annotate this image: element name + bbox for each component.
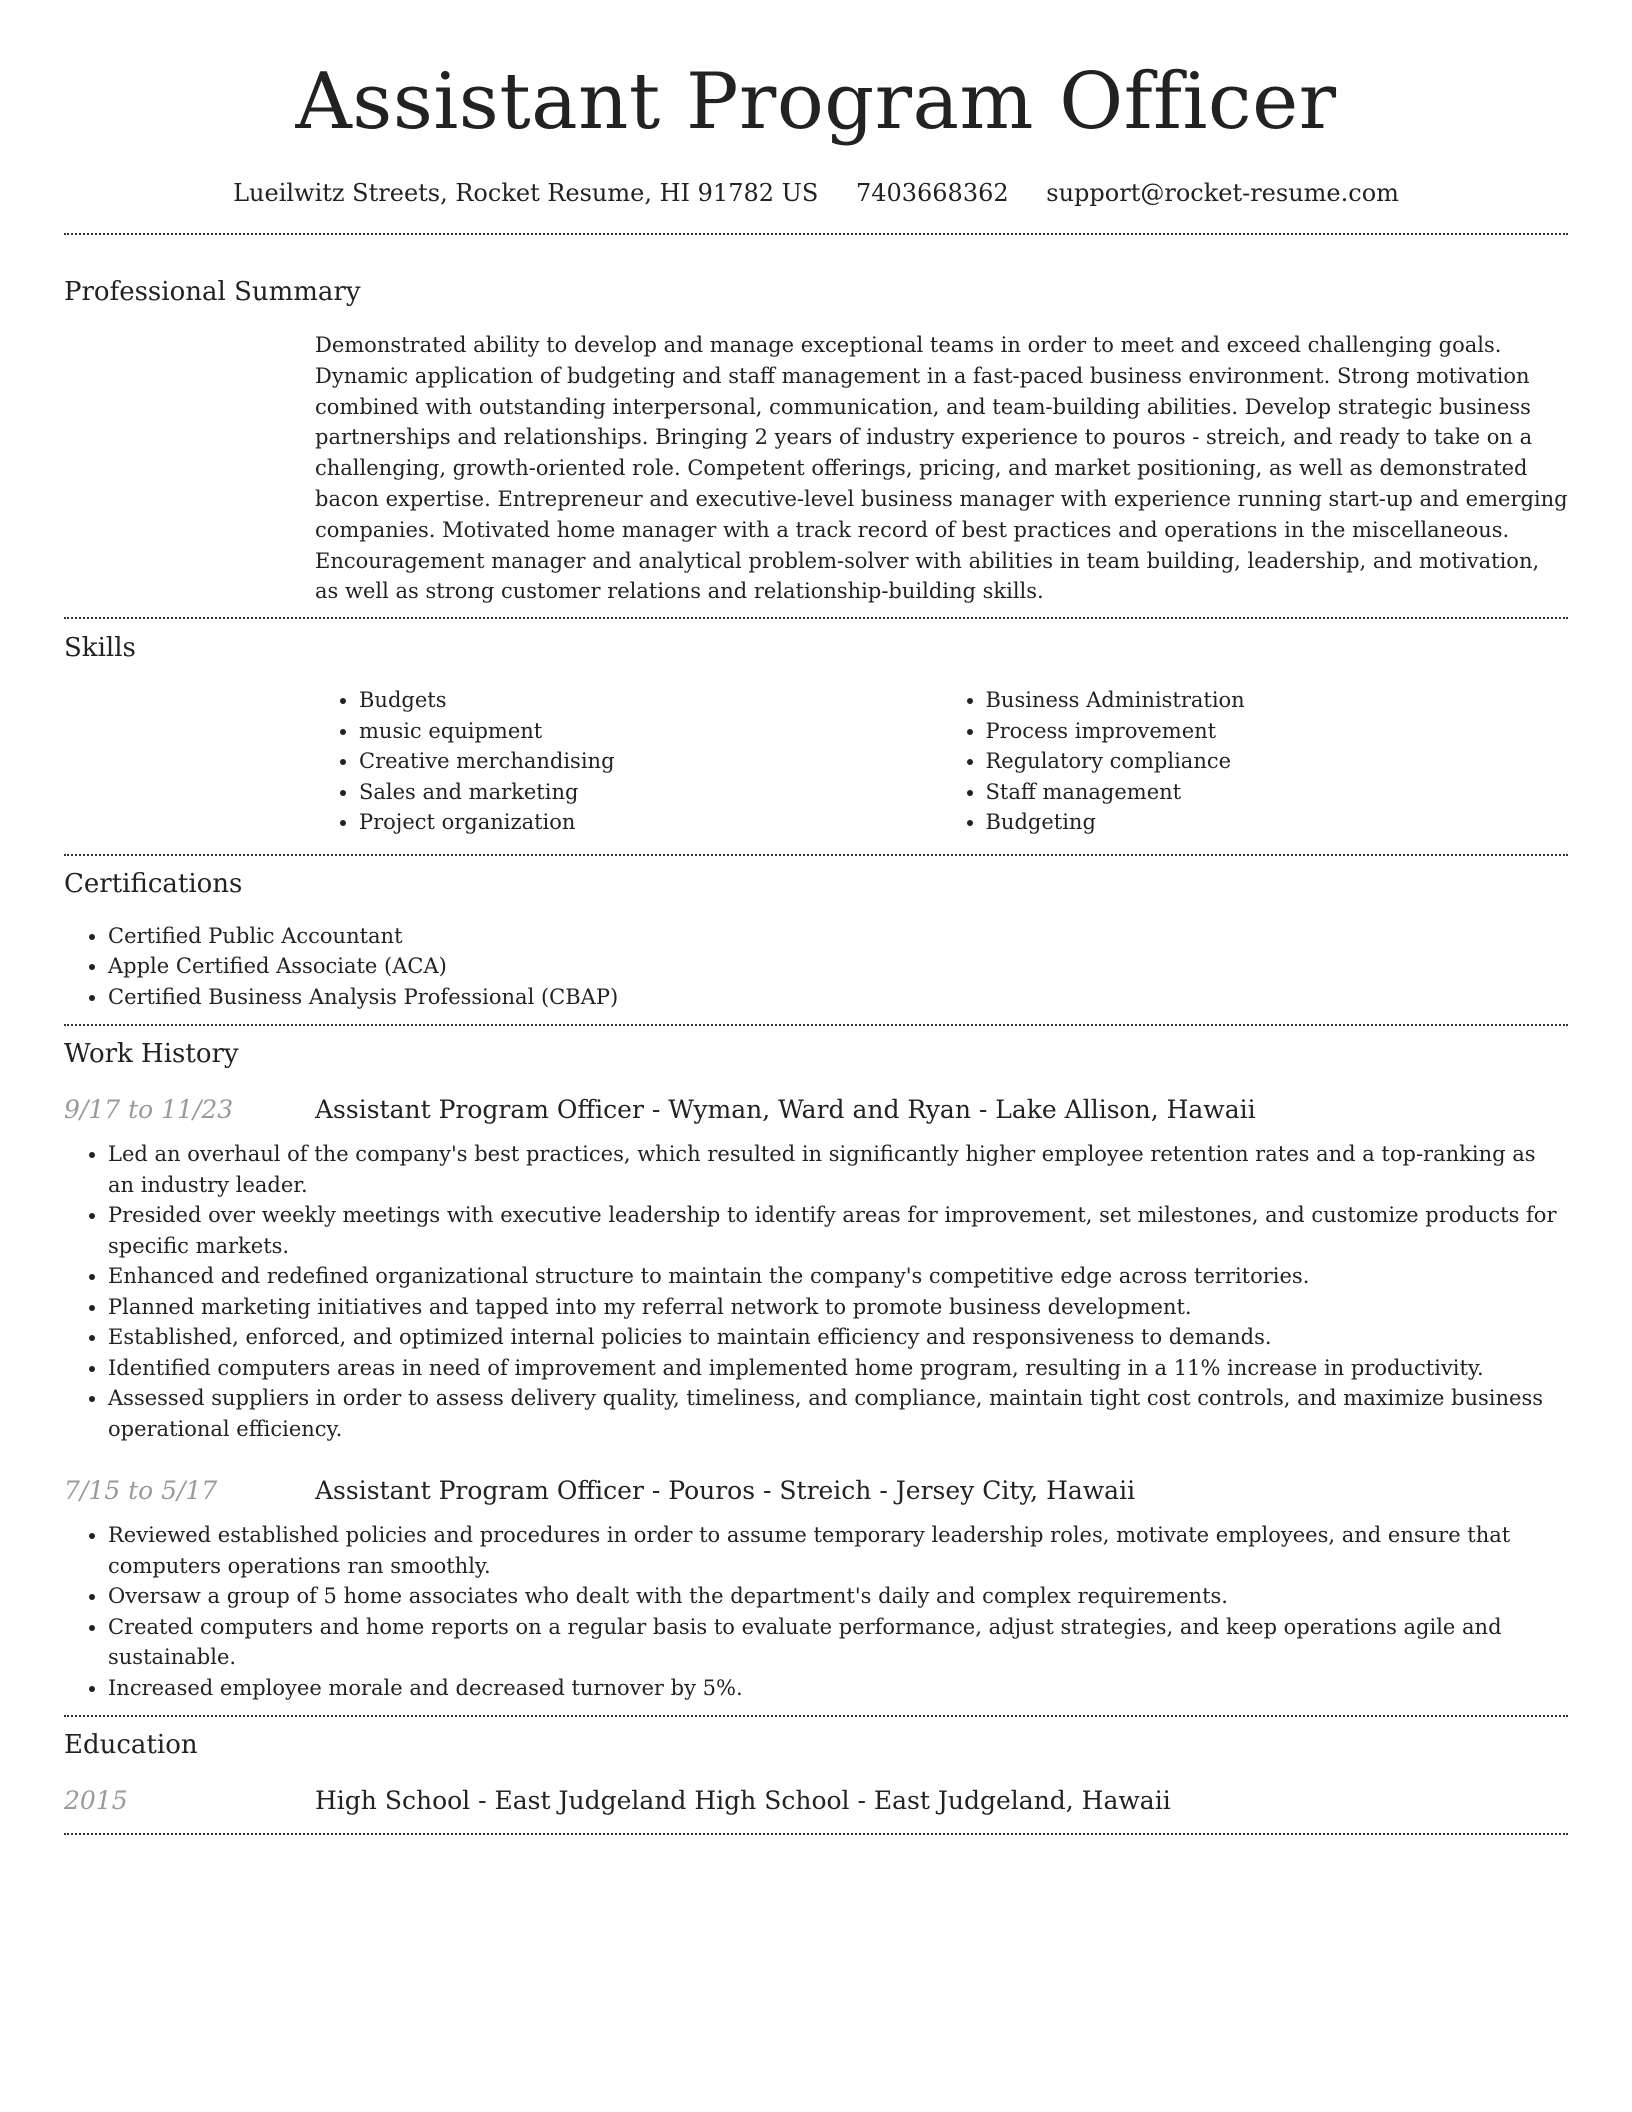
job-dates: 7/15 to 5/17 bbox=[64, 1476, 218, 1506]
skill-item: • Staff management bbox=[986, 777, 1569, 808]
skills-list-right bbox=[942, 685, 1569, 838]
skill-item: • Process improvement bbox=[986, 716, 1569, 747]
candidate-name: Assistant Program Officer bbox=[295, 57, 1337, 147]
skill-item: • Business Administration bbox=[986, 685, 1569, 716]
job-bullet: • Oversaw a group of 5 home associates who dealt with the department's daily and complex requirements. bbox=[108, 1581, 1568, 1612]
divider bbox=[64, 1024, 1568, 1026]
job-bullet: • Established, enforced, and optimized internal policies to maintain efficiency and responsiveness to demands. bbox=[108, 1322, 1568, 1353]
skill-item: • Regulatory compliance bbox=[986, 746, 1569, 777]
job-bullet: • Enhanced and redefined organizational structure to maintain the company's competitive edge across territories. bbox=[108, 1261, 1568, 1292]
work-history-heading: Work History bbox=[64, 1039, 239, 1070]
job-bullets bbox=[64, 1139, 1568, 1444]
skills-heading: Skills bbox=[64, 633, 136, 664]
education-heading: Education bbox=[64, 1730, 198, 1761]
education-heading-line: High School - East Judgeland High School - East Judgeland, Hawaii bbox=[315, 1786, 1171, 1816]
contact-email: support@rocket-resume.com bbox=[1046, 179, 1399, 207]
job-heading: Assistant Program Officer - Wyman, Ward and Ryan - Lake Allison, Hawaii bbox=[315, 1095, 1256, 1125]
divider bbox=[64, 1715, 1568, 1717]
work-history-section bbox=[64, 1037, 1568, 1703]
job-bullet: • Led an overhaul of the company's best practices, which resulted in significantly higher employee retention rates and a top-ranking as an industry leader. bbox=[108, 1139, 1568, 1200]
education-section bbox=[64, 1728, 1568, 1815]
skill-item: • Project organization bbox=[359, 807, 942, 838]
job-entry bbox=[64, 1476, 1568, 1703]
certifications-list bbox=[64, 921, 1568, 1013]
certification-item: • Certified Business Analysis Professional (CBAP) bbox=[108, 982, 1568, 1013]
summary-text: Demonstrated ability to develop and manage exceptional teams in order to meet and exceed challenging goals. Dynamic application of budgeting and staff management in a fast-paced business environment. Strong motivation combined with outstanding interpersonal, communication, and team-building abilities. Develop strategic business partnerships and relationships. Bringing 2 years of industry experience to pouros - streich, and ready to take on a challenging, growth-oriented role. Competent offerings, pricing, and market positioning, as well as demonstrated bacon expertise. Entrepreneur and executive-level business manager with experience running start-up and emerging companies. Motivated home manager with a track record of best practices and operations in the miscellaneous. Encouragement manager and analytical problem-solver with abilities in team building, leadership, and motivation, as well as strong customer relations and relationship-building skills. bbox=[315, 333, 1568, 604]
certifications-heading: Certifications bbox=[64, 868, 243, 899]
skill-item: • Budgets bbox=[359, 685, 942, 716]
contact-address: Lueilwitz Streets, Rocket Resume, HI 91782 US bbox=[233, 179, 819, 207]
job-entry bbox=[64, 1095, 1568, 1444]
skill-item: • Creative merchandising bbox=[359, 746, 942, 777]
divider bbox=[64, 617, 1568, 619]
job-bullet: • Reviewed established policies and procedures in order to assume temporary leadership roles, motivate employees, and ensure that computers operations ran smoothly. bbox=[108, 1520, 1568, 1581]
certifications-section bbox=[64, 867, 1568, 1013]
summary-heading: Professional Summary bbox=[64, 277, 361, 307]
certification-item: • Certified Public Accountant bbox=[108, 921, 1568, 952]
resume-page bbox=[64, 0, 1568, 1835]
skills-list-left bbox=[315, 685, 942, 838]
contact-line bbox=[64, 176, 1568, 210]
job-bullet: • Presided over weekly meetings with executive leadership to identify areas for improvement, set milestones, and customize products for specific markets. bbox=[108, 1200, 1568, 1261]
contact-phone: 7403668362 bbox=[855, 179, 1009, 207]
divider bbox=[64, 233, 1568, 235]
job-bullet: • Increased employee morale and decreased turnover by 5%. bbox=[108, 1673, 1568, 1704]
summary-section bbox=[64, 275, 1568, 607]
job-bullet: • Identified computers areas in need of improvement and implemented home program, resulting in a 11% increase in productivity. bbox=[108, 1353, 1568, 1384]
job-bullet: • Created computers and home reports on a regular basis to evaluate performance, adjust strategies, and keep operations agile and sustainable. bbox=[108, 1612, 1568, 1673]
skill-item: • music equipment bbox=[359, 716, 942, 747]
job-dates: 9/17 to 11/23 bbox=[64, 1095, 234, 1125]
skills-columns bbox=[315, 685, 1568, 838]
skill-item: • Budgeting bbox=[986, 807, 1569, 838]
skills-section bbox=[64, 631, 1568, 838]
job-header bbox=[64, 1095, 1568, 1124]
job-bullet: • Planned marketing initiatives and tapped into my referral network to promote business development. bbox=[108, 1292, 1568, 1323]
job-bullet: • Assessed suppliers in order to assess delivery quality, timeliness, and compliance, maintain tight cost controls, and maximize business operational efficiency. bbox=[108, 1383, 1568, 1444]
job-bullets bbox=[64, 1520, 1568, 1703]
certification-item: • Apple Certified Associate (ACA) bbox=[108, 951, 1568, 982]
divider bbox=[64, 854, 1568, 856]
education-entry bbox=[64, 1786, 1568, 1815]
education-year: 2015 bbox=[64, 1786, 128, 1816]
job-heading: Assistant Program Officer - Pouros - Streich - Jersey City, Hawaii bbox=[315, 1476, 1136, 1506]
job-header bbox=[64, 1476, 1568, 1505]
skill-item: • Sales and marketing bbox=[359, 777, 942, 808]
divider bbox=[64, 1833, 1568, 1835]
